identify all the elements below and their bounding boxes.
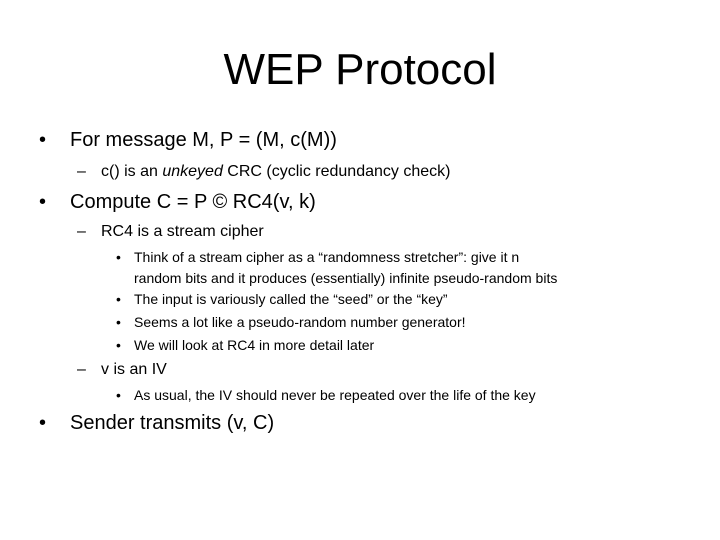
- sub-bullet-text-prefix: c() is an: [101, 163, 163, 180]
- sub-bullet-item: [77, 360, 167, 380]
- dash-marker: –: [77, 223, 86, 240]
- bullet-item: [39, 128, 337, 152]
- bullet-marker: •: [116, 291, 121, 307]
- sub-sub-bullet-text: Seems a lot like a pseudo-random number generator!: [134, 314, 466, 330]
- sub-sub-bullet-item: [116, 313, 466, 331]
- sub-sub-bullet-text: The input is variously called the “seed” or the “key”: [134, 291, 448, 307]
- dash-marker: –: [77, 361, 86, 378]
- bullet-text: Sender transmits (v, C): [70, 412, 275, 434]
- sub-sub-bullet-item: [116, 290, 448, 308]
- sub-sub-bullet-item: [116, 386, 536, 404]
- bullet-text: For message M, P = (M, c(M)): [70, 129, 337, 151]
- dash-marker: –: [77, 163, 86, 180]
- sub-bullet-text: v is an IV: [101, 361, 167, 378]
- sub-sub-bullet-item: [116, 336, 375, 354]
- bullet-marker: •: [116, 249, 121, 265]
- bullet-marker: •: [116, 314, 121, 330]
- sub-sub-bullet-text-line2: random bits and it produces (essentially) infinite pseudo-random bits: [134, 270, 558, 286]
- sub-bullet-item: [77, 162, 451, 182]
- bullet-text: Compute C = P © RC4(v, k): [70, 191, 316, 213]
- sub-bullet-text-emphasis: unkeyed: [162, 163, 223, 180]
- bullet-item: [39, 411, 275, 435]
- bullet-marker: •: [116, 337, 121, 353]
- sub-sub-bullet-text: As usual, the IV should never be repeated over the life of the key: [134, 387, 536, 403]
- sub-sub-bullet-text: We will look at RC4 in more detail later: [134, 337, 375, 353]
- sub-bullet-text-suffix: CRC (cyclic redundancy check): [222, 163, 451, 180]
- bullet-marker: •: [116, 387, 121, 403]
- sub-sub-bullet-item: [116, 248, 558, 287]
- sub-bullet-item: [77, 222, 264, 242]
- sub-bullet-text: RC4 is a stream cipher: [101, 223, 264, 240]
- bullet-item: [39, 190, 316, 214]
- slide-title: WEP Protocol: [223, 45, 497, 94]
- bullet-marker: •: [39, 129, 47, 151]
- sub-sub-bullet-text-line1: Think of a stream cipher as a “randomness stretcher”: give it n: [134, 249, 520, 265]
- bullet-marker: •: [39, 191, 47, 213]
- bullet-marker: •: [39, 412, 47, 434]
